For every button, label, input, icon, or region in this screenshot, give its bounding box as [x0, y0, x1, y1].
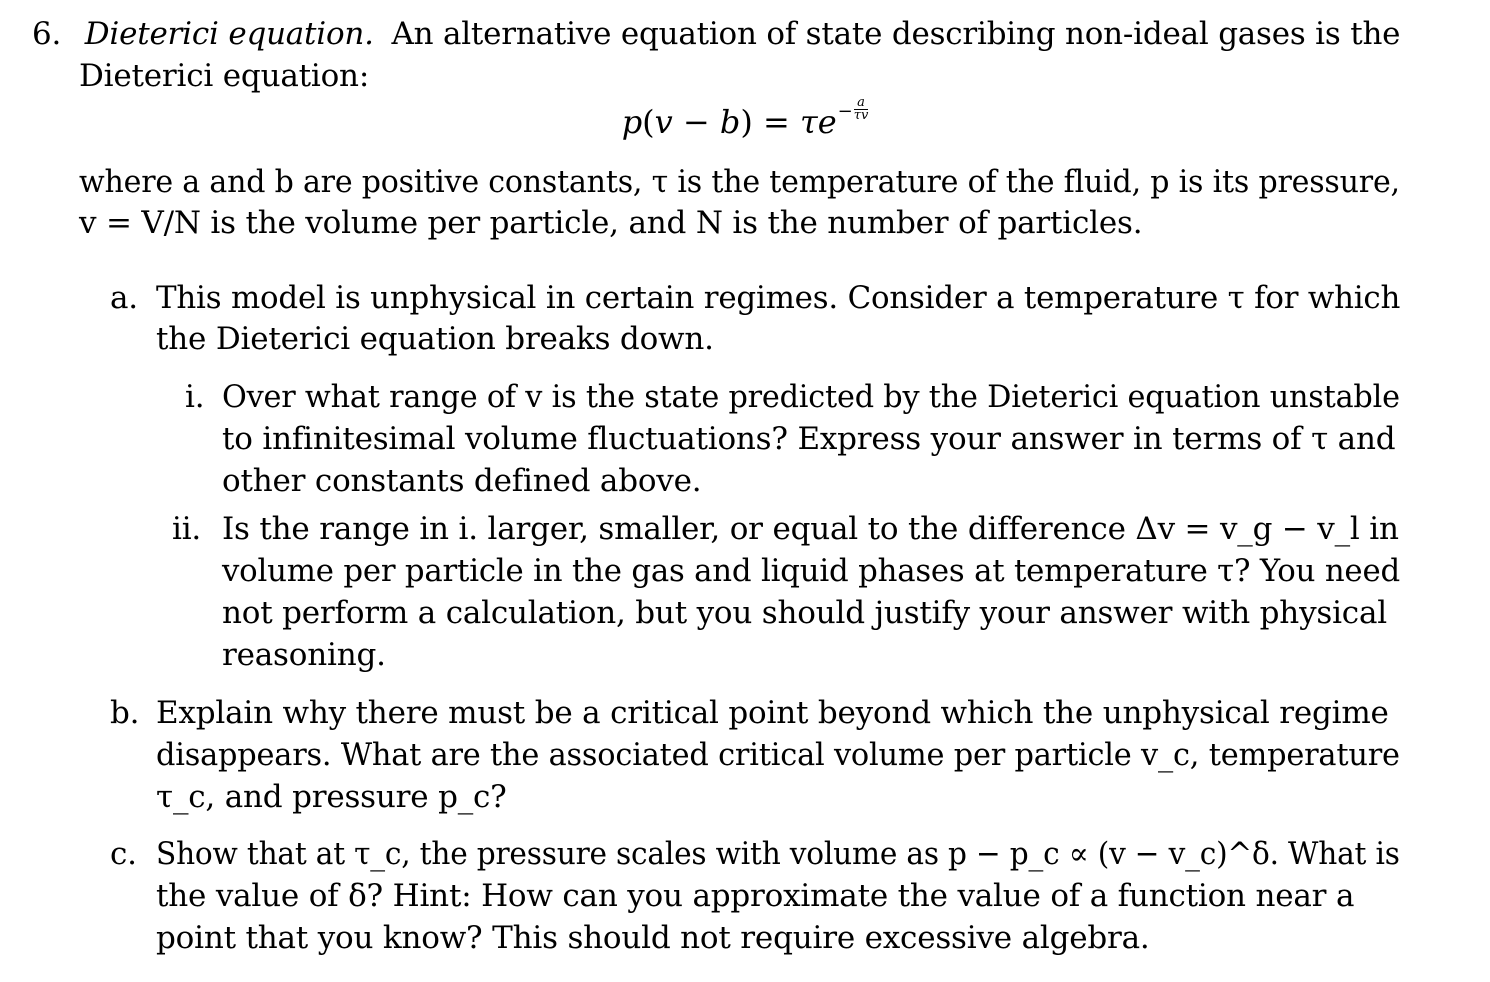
part-a-ii-line-4: reasoning.	[222, 637, 386, 673]
part-c-line-1: Show that at τ_c, the pressure scales with volume as p − p_c ∝ (v − v_c)^δ. What is	[156, 836, 1400, 872]
where-line-2: v = V/N is the volume per particle, and N is the number of particles.	[79, 205, 1143, 241]
part-a-line-1: This model is unphysical in certain regimes. Consider a temperature τ for which	[156, 280, 1401, 316]
problem-title: Dieterici equation.	[84, 16, 374, 52]
part-a-i-line-1: Over what range of v is the state predicted by the Dieterici equation unstable	[222, 379, 1400, 415]
part-b-line-2: disappears. What are the associated critical volume per particle v_c, temperature	[156, 737, 1400, 773]
part-a-ii-line-2: volume per particle in the gas and liquid phases at temperature τ? You need	[222, 553, 1400, 589]
part-c-line-2: the value of δ? Hint: How can you approximate the value of a function near a	[156, 878, 1355, 914]
part-b-label: b.	[110, 695, 140, 731]
exponent-fraction: $\frac{a}{\tau v}$	[853, 95, 869, 123]
where-line-1: where a and b are positive constants, τ is the temperature of the fluid, p is its pressure,	[79, 164, 1400, 200]
part-a-i-label: i.	[185, 379, 205, 415]
part-c-label: c.	[110, 836, 137, 872]
problem-number: 6.	[32, 16, 62, 52]
part-a-i-line-3: other constants defined above.	[222, 463, 702, 499]
part-a-i-line-2: to infinitesimal volume fluctuations? Express your answer in terms of τ and	[222, 421, 1396, 457]
part-b-line-3: τ_c, and pressure p_c?	[156, 779, 507, 815]
part-c-line-3: point that you know? This should not require excessive algebra.	[156, 920, 1150, 956]
part-a-ii-line-1: Is the range in i. larger, smaller, or equal to the difference Δv = v_g − v_l in	[222, 511, 1399, 547]
problem-header-line	[32, 14, 1400, 54]
part-a-line-2: the Dieterici equation breaks down.	[156, 321, 714, 357]
part-a-label: a.	[110, 280, 138, 316]
dieterici-equation: p(v − b) = τe− $\frac{a}{\tau v}$	[621, 95, 869, 141]
part-a-ii-label: ii.	[172, 511, 202, 547]
intro-line-1: An alternative equation of state describing non-ideal gases is the	[391, 16, 1401, 52]
part-b-line-1: Explain why there must be a critical point beyond which the unphysical regime	[156, 695, 1389, 731]
intro-line-2: Dieterici equation:	[79, 58, 370, 94]
part-a-ii-line-3: not perform a calculation, but you should justify your answer with physical	[222, 595, 1387, 631]
